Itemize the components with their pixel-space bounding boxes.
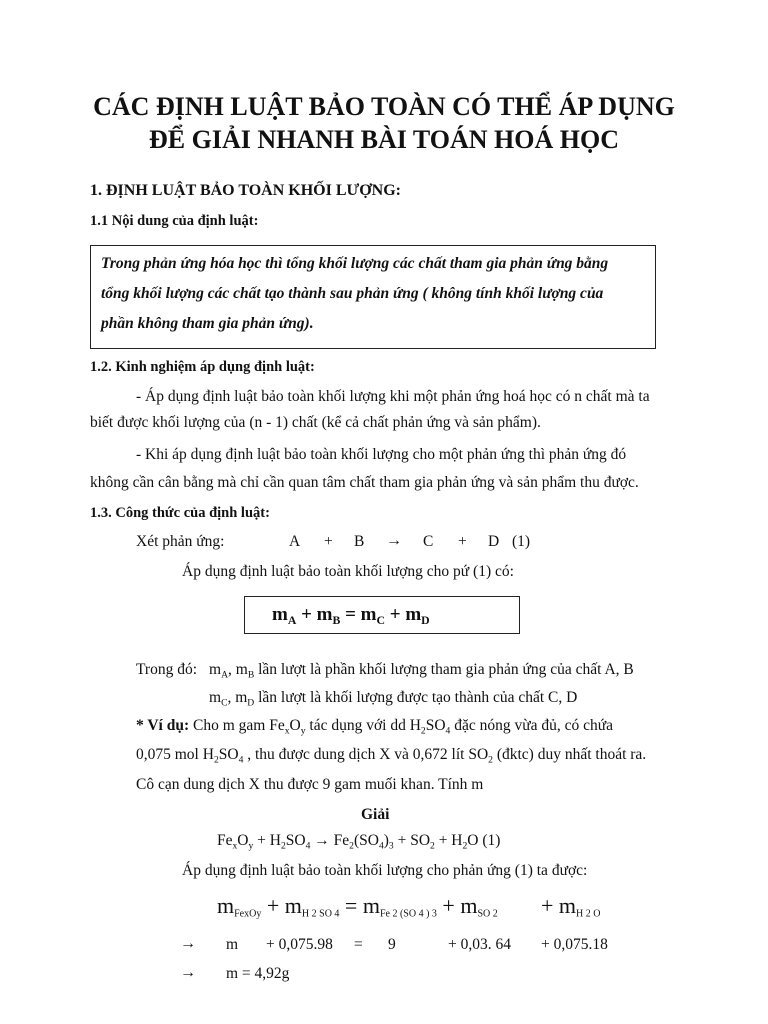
law-statement-line: tổng khối lượng các chất tạo thành sau phản ứng ( không tính khối lượng của: [101, 285, 604, 302]
document-title-line-2: ĐỂ GIẢI NHANH BÀI TOÁN HOÁ HỌC: [149, 125, 619, 154]
where-line-1: $m_A$, $m_B$ lần lượt là phần khối lượng tham gia phản ứng của chất A, B: [209, 661, 634, 681]
example-label: * Ví dụ:: [136, 717, 190, 734]
solution-equation: $Fe_xO_y + H_2SO_4 \to Fe_2(SO_4)_3 + SO_2 + H_2O$ (1): [217, 832, 501, 852]
solution-heading: Giải: [361, 806, 390, 823]
reaction-term: C: [423, 533, 434, 550]
section-1-1-heading: 1.1 Nội dung của định luật:: [90, 213, 259, 229]
solution-apply-text: Áp dụng định luật bảo toàn khối lượng cho phản ứng (1) ta được:: [182, 862, 588, 879]
calc-term: + 0,075.18: [541, 936, 608, 953]
document-title-line-1: CÁC ĐỊNH LUẬT BẢO TOÀN CÓ THỂ ÁP DỤNG: [93, 92, 675, 121]
law-statement-box: [90, 245, 656, 349]
section-1-3-heading: 1.3. Công thức của định luật:: [90, 505, 270, 521]
example-line-2: 0,075 mol $H_2SO_4$ , thu được dung dịch X và 0,672 lít $SO_2$ (đktc) duy nhất thoát ra.: [136, 746, 647, 766]
reaction-term: D: [488, 533, 500, 550]
reaction-operator: +: [324, 533, 333, 550]
experience-paragraph-1-line-2: biết được khối lượng của (n - 1) chất (kể cả chất phản ứng và sản phẩm).: [90, 414, 541, 431]
example-line-1: * Ví dụ: Cho m gam $Fe_xO_y$ tác dụng với dd $H_2SO_4$ đặc nóng vừa đủ, có chứa: [136, 717, 614, 737]
where-line-2: $m_C$, $m_D$ lần lượt là khối lượng được tạo thành của chất C, D: [209, 689, 578, 709]
calc-term: + 0,03. 64: [448, 936, 511, 953]
mass-equation-last-term: + $m_{H 2 O}$: [541, 893, 601, 920]
calc-result: m = 4,92g: [226, 965, 290, 982]
experience-paragraph-1-line-1: - Áp dụng định luật bảo toàn khối lượng khi một phản ứng hoá học có n chất mà ta: [136, 388, 650, 405]
mass-conservation-formula: $m_A + m_B = m_C + m_D$: [272, 604, 430, 628]
experience-paragraph-2-line-2: không cần cân bằng mà chỉ cần quan tâm chất tham gia phản ứng và sản phẩm thu được.: [90, 474, 639, 491]
reaction-arrow: →: [386, 532, 402, 549]
apply-law-text: Áp dụng định luật bảo toàn khối lượng cho pứ (1) có:: [182, 563, 514, 580]
mass-equation: $m_{FexOy} + m_{H 2 SO 4} = m_{Fe 2 (SO 4 ) 3} + m_{SO 2}$: [217, 893, 498, 920]
example-line-3: Cô cạn dung dịch X thu được 9 gam muối khan. Tính m: [136, 776, 484, 793]
calc-arrow: →: [180, 964, 196, 981]
reaction-term: A: [289, 533, 301, 550]
reaction-term: B: [354, 533, 365, 550]
experience-paragraph-2-line-1: - Khi áp dụng định luật bảo toàn khối lượng cho một phản ứng thì phản ứng đó: [136, 446, 627, 463]
calc-term: 9: [388, 936, 396, 953]
reaction-number: (1): [512, 533, 531, 550]
calc-arrow: →: [180, 935, 196, 952]
law-statement-line: phần không tham gia phản ứng).: [101, 315, 314, 332]
calc-term: m: [226, 936, 239, 953]
section-1-heading: 1. ĐỊNH LUẬT BẢO TOÀN KHỐI LƯỢNG:: [90, 182, 402, 199]
law-statement-line: Trong phản ứng hóa học thì tổng khối lượng các chất tham gia phản ứng bằng: [101, 255, 609, 272]
reaction-operator: +: [458, 533, 467, 550]
calc-equals: =: [354, 936, 363, 953]
calc-term: + 0,075.98: [266, 936, 333, 953]
where-label: Trong đó:: [136, 661, 198, 678]
reaction-label: Xét phản ứng:: [136, 533, 225, 550]
section-1-2-heading: 1.2. Kinh nghiệm áp dụng định luật:: [90, 359, 315, 375]
